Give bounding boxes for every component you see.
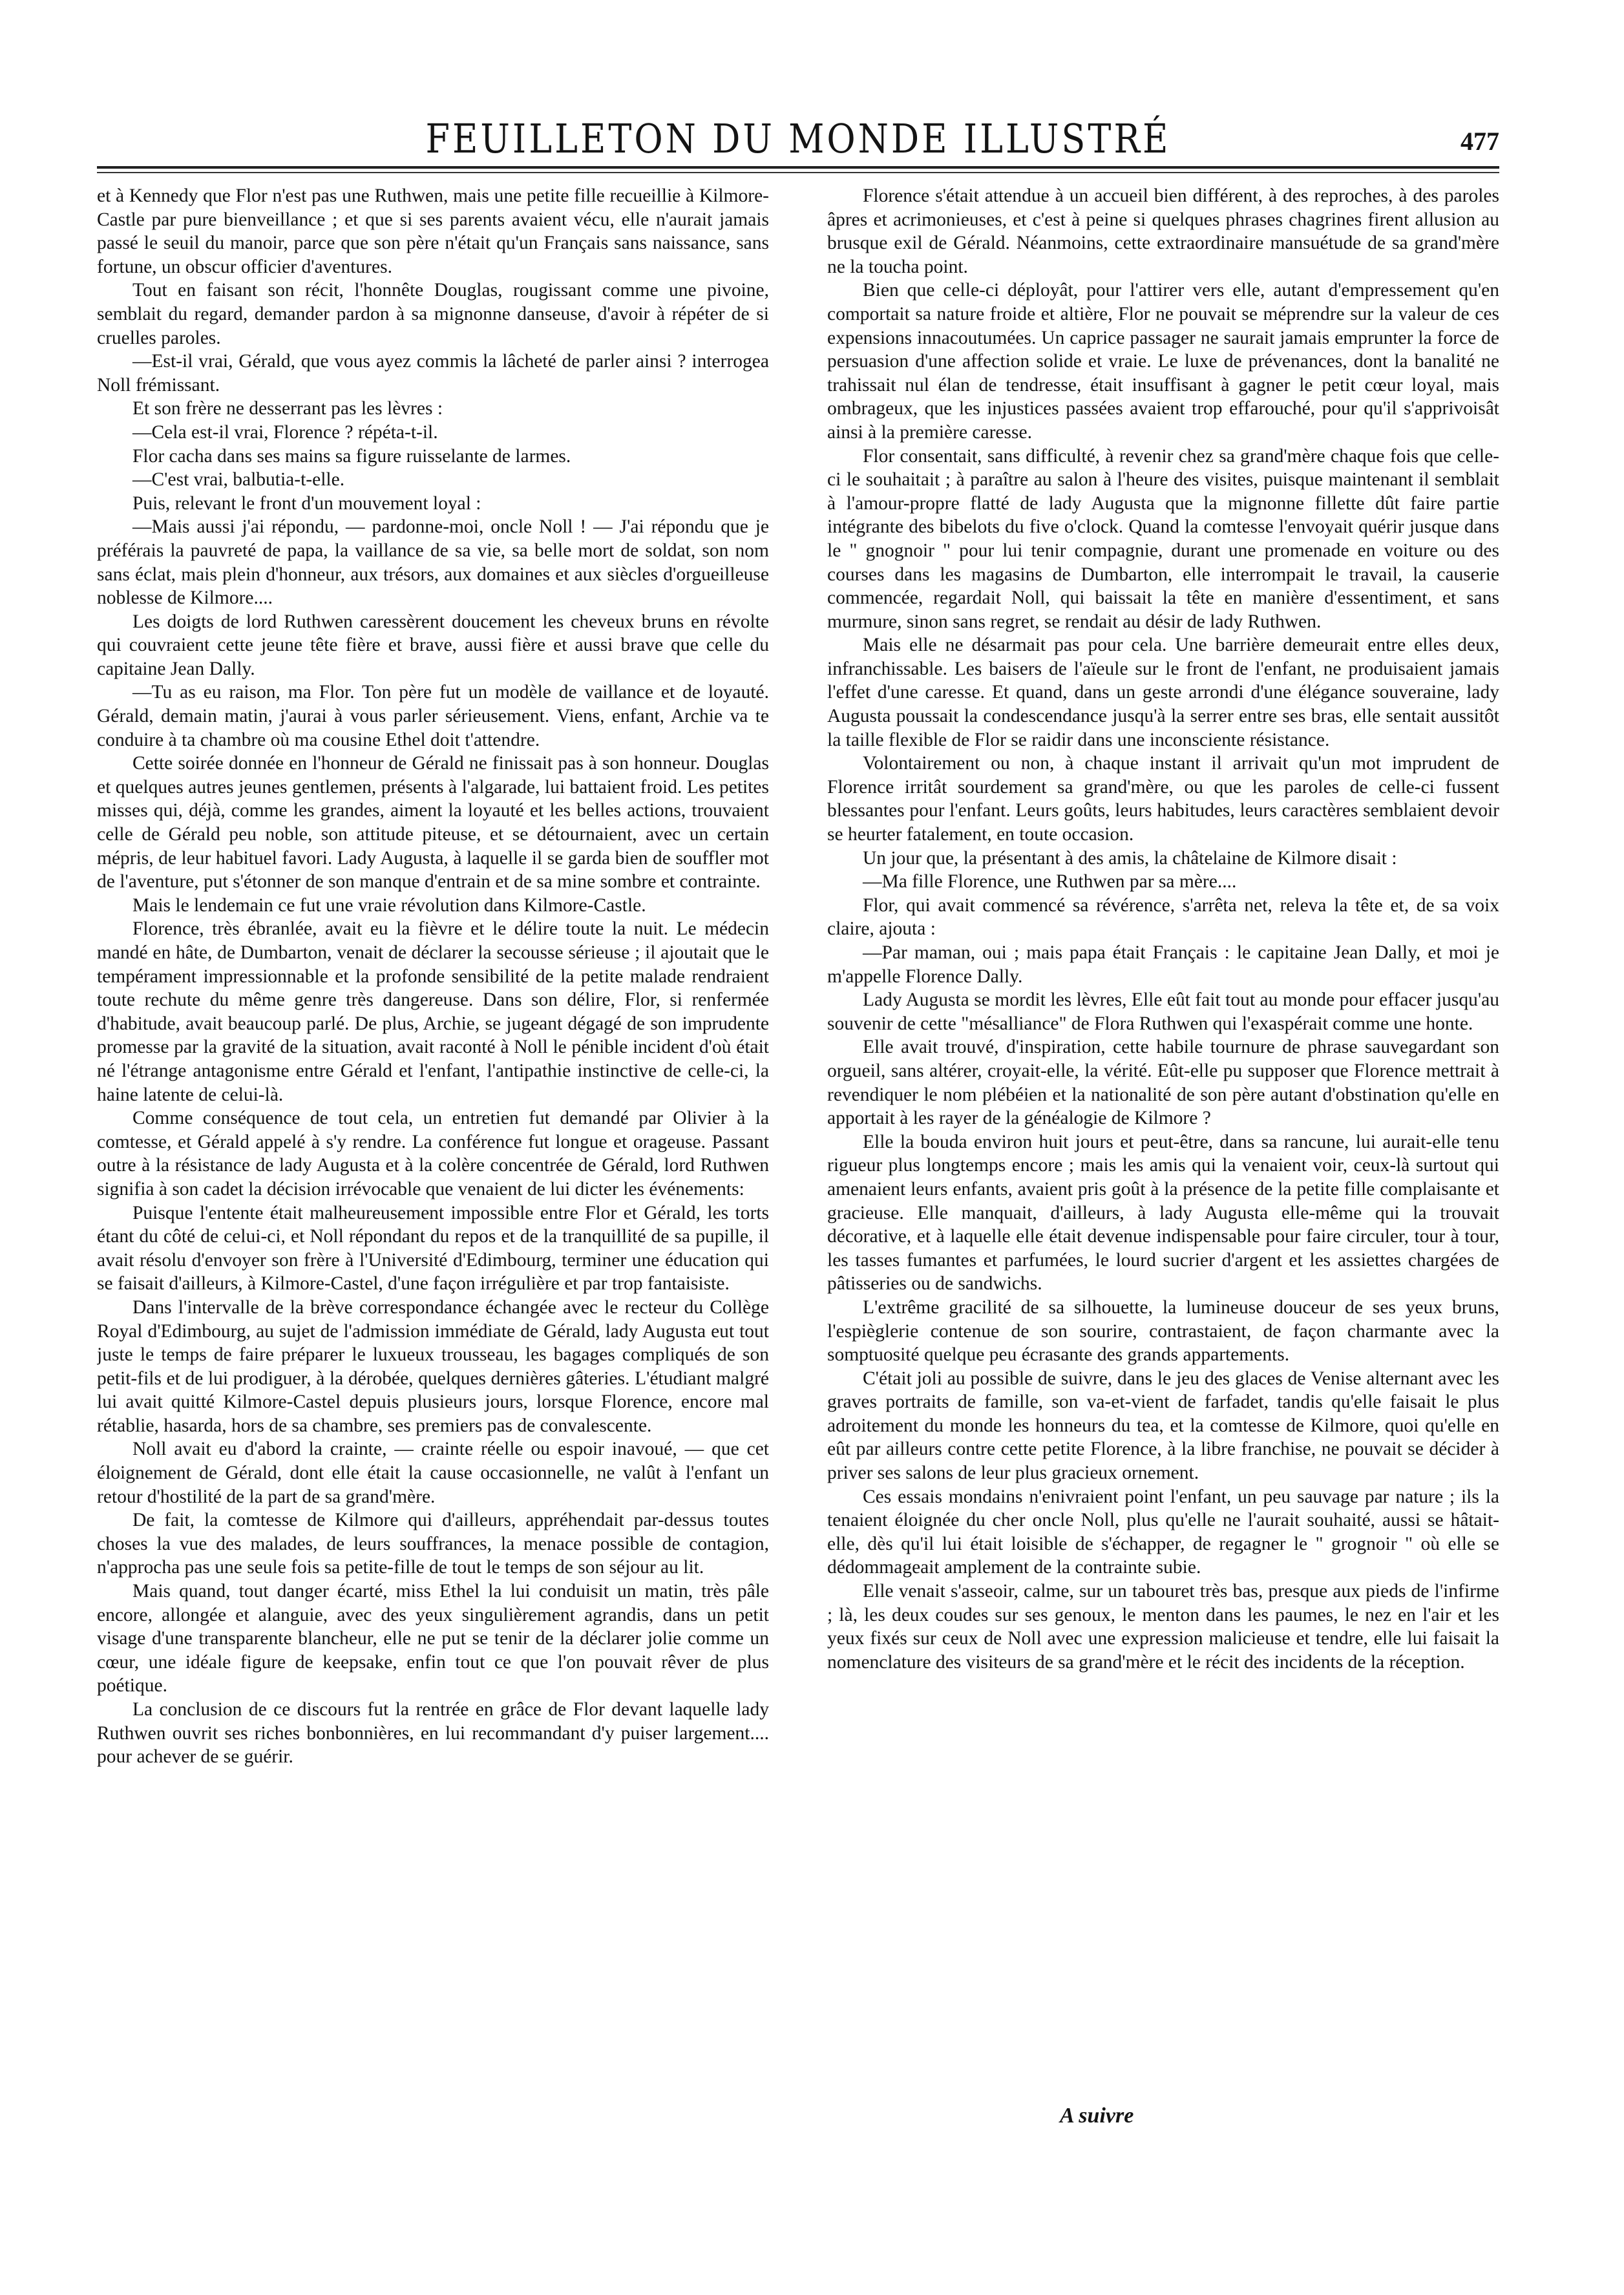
paragraph: Bien que celle-ci déployât, pour l'attirer vers elle, autant d'empressement qu'en comportait sa nature froide et altière, Flor ne pouvait se méprendre sur la valeur de ces expensions innacoutumées. Un caprice passager ne saurait jamais emprunter la force de persuasion d'une affection solide et vraie. Le luxe de prévenances, dont la banalité ne trahissait nul élan de tendresse, était insuffisant à gagner le petit cœur loyal, mais ombrageux, que les injustices passées avaient trop effarouché, pour qu'il s'apprivoisât ainsi à la première caresse. — [827, 280, 1499, 443]
paragraph: Volontairement ou non, à chaque instant il arrivait qu'un mot imprudent de Florence irritât sourdement sa grand'mère, ou que les paroles de celle-ci fussent blessantes pour l'enfant. Leurs goûts, leurs habitudes, leurs caractères semblaient devoir se heurter fatalement, en toute occasion. — [827, 753, 1499, 845]
header-rule-thin — [97, 172, 1499, 173]
paragraph: Florence s'était attendue à un accueil bien différent, à des reproches, à des paroles âpres et acrimonieuses, et c'est à peine si quelques phrases chagrines firent allusion au brusque exil de Gérald. Néanmoins, cette extraordinaire mansuétude de sa grand'mère ne la toucha point. — [827, 185, 1499, 277]
paragraph: Cette soirée donnée en l'honneur de Gérald ne finissait pas à son honneur. Douglas et quelques autres jeunes gentlemen, présents à l'algarade, lui battaient froid. Les petites misses qui, déjà, comme les grandes, aiment la loyauté et les belles actions, trouvaient celle de Gérald peu noble, son attitude piteuse, et se détournaient, avec un certain mépris, de leur habituel favori. Lady Augusta, à laquelle il se garda bien de souffler mot de l'aventure, put s'étonner de son manque d'entrain et de sa mine sombre et contrainte. — [97, 753, 769, 893]
paragraph: Puis, relevant le front d'un mouvement loyal : — [132, 492, 481, 514]
paragraph: La conclusion de ce discours fut la rentrée en grâce de Flor devant laquelle lady Ruthwen ouvrit ses riches bonbonnières, en lui recommandant d'y puiser largement.... pour achever de se guérir. — [97, 1699, 769, 1768]
paragraph: Flor cacha dans ses mains sa figure ruisselante de larmes. — [132, 445, 571, 467]
paragraph: —C'est vrai, balbutia-t-elle. — [132, 469, 345, 491]
paragraph: De fait, la comtesse de Kilmore qui d'ailleurs, appréhendait par-dessus toutes choses la vue des malades, de leurs souffrances, la menace possible de contagion, n'approcha pas une seule fois sa petite-fille de tout le temps de son séjour au lit. — [97, 1510, 769, 1578]
paragraph: Noll avait eu d'abord la crainte, — crainte réelle ou espoir inavoué, — que cet éloignement de Gérald, dont elle était la cause occasionnelle, ne valût à l'enfant un retour d'hostilité de la part de sa grand'mère. — [97, 1439, 769, 1507]
right-text-column — [827, 184, 1499, 2162]
paragraph: Florence, très ébranlée, avait eu la fièvre et le délire toute la nuit. Le médecin mandé en hâte, de Dumbarton, venait de déclarer la secousse sérieuse ; il ajoutait que le tempérament impressionnable et la profonde sensibilité de la petite malade rendraient toute rechute du même genre très dangereuse. Dans son délire, Flor, si renfermée d'habitude, avait beaucoup parlé. De plus, Archie, se jugeant dégagé de son imprudente promesse par la gravité de la situation, avait raconté à Noll le pénible incident d'où était né l'étrange antagonisme entre Gérald et l'enfant, l'antipathie instinctive de celle-ci, la haine latente de celui-là. — [97, 918, 769, 1105]
header-rule-thick — [97, 166, 1499, 169]
paragraph: L'extrême gracilité de sa silhouette, la lumineuse douceur de ses yeux bruns, l'espièglerie contenue de son sourire, contrastaient, de façon charmante avec la somptuosité quelque peu écrasante des grands appartements. — [827, 1296, 1499, 1366]
paragraph: Tout en faisant son récit, l'honnête Douglas, rougissant comme une pivoine, semblait du regard, demander pardon à sa mignonne danseuse, d'avoir à répéter de si cruelles paroles. — [97, 280, 769, 348]
paragraph: Un jour que, la présentant à des amis, la châtelaine de Kilmore disait : — [863, 847, 1397, 869]
paragraph: Et son frère ne desserrant pas les lèvres : — [132, 398, 443, 419]
paragraph: et à Kennedy que Flor n'est pas une Ruthwen, mais une petite fille recueillie à Kilmore-Castle par pure bienveillance ; et que si ses parents avaient vécu, elle n'aurait jamais passé le seuil du manoir, parce que son père n'était qu'un Français sans naissance, sans fortune, un obscur officier d'aventures. — [97, 185, 769, 277]
paragraph: —Mais aussi j'ai répondu, — pardonne-moi, oncle Noll ! — J'ai répondu que je préférais la pauvreté de papa, la vaillance de sa vie, sa belle mort de soldat, son nom sans éclat, mais plein d'honneur, aux trésors, aux domaines et aux siècles d'orgueilleuse noblesse de Kilmore.... — [97, 516, 769, 609]
paragraph: —Ma fille Florence, une Ruthwen par sa mère.... — [863, 871, 1237, 893]
page-header — [97, 113, 1499, 165]
continuation-note: A suivre — [1060, 2104, 1134, 2128]
paragraph: Ces essais mondains n'enivraient point l'enfant, un peu sauvage par nature ; ils la tenaient éloignée du cher oncle Noll, plus qu'elle ne l'aurait souhaité, aussi se hâtait-elle, dès qu'il lui était loisible de s'échapper, de regagner le " grognoir " où elle se dédommageait amplement de la contrainte subie. — [827, 1486, 1499, 1578]
paragraph: Dans l'intervalle de la brève correspondance échangée avec le recteur du Collège Royal d'Edimbourg, au sujet de l'admission immédiate de Gérald, lady Augusta eut tout juste le temps de faire préparer le luxueux trousseau, les bagages compliqués de son petit-fils et de lui prodiguer, à la dérobée, quelques dernières gâteries. L'étudiant malgré lui avait quitté Kilmore-Castel depuis plusieurs jours, lorsque Florence, encore mal rétablie, hasarda, hors de sa chambre, ses premiers pas de convalescente. — [97, 1296, 769, 1436]
paragraph: Mais le lendemain ce fut une vraie révolution dans Kilmore-Castle. — [132, 894, 646, 916]
paragraph: —Tu as eu raison, ma Flor. Ton père fut un modèle de vaillance et de loyauté. Gérald, demain matin, j'aurai à vous parler sérieusement. Viens, enfant, Archie va te conduire à ta chambre où ma cousine Ethel doit t'attendre. — [97, 682, 769, 750]
paragraph: Lady Augusta se mordit les lèvres, Elle eût fait tout au monde pour effacer jusqu'au souvenir de cette "mésalliance" de Flora Ruthwen qui l'exaspérait comme une honte. — [827, 989, 1499, 1034]
paragraph: Comme conséquence de tout cela, un entretien fut demandé par Olivier à la comtesse, et Gérald appelé à s'y rendre. La conférence fut longue et orageuse. Passant outre à la résistance de lady Augusta et à la colère concentrée de Gérald, lord Ruthwen signifia à son cadet la décision irrévocable que venaient de lui dicter les événements: — [97, 1108, 769, 1200]
paragraph: Mais quand, tout danger écarté, miss Ethel la lui conduisit un matin, très pâle encore, allongée et alanguie, avec des yeux singulièrement agrandis, dans un petit visage d'une transparente blancheur, elle ne put se tenir de la déclarer jolie comme un cœur, une idéale figure de keepsake, enfin tout ce que l'on pouvait rêver de plus poétique. — [97, 1581, 769, 1697]
paragraph: Elle la bouda environ huit jours et peut-être, dans sa rancune, lui aurait-elle tenu rigueur plus longtemps encore ; mais les amis qui la venaient voir, ceux-là surtout qui amenaient leurs enfants, avaient pris goût à la présence de la petite fille complaisante et gracieuse. Elle manquait, d'ailleurs, à lady Augusta elle-même qui la trouvait décorative, et à laquelle elle était devenue indispensable pour faire circuler, tour à tour, les tasses fumantes et parfumées, le lourd sucrier d'argent et les assiettes chargées de pâtisseries ou de sandwichs. — [827, 1131, 1499, 1295]
paragraph: Flor, qui avait commencé sa révérence, s'arrêta net, releva la tête et, de sa voix claire, ajouta : — [827, 894, 1499, 940]
paragraph: C'était joli au possible de suivre, dans le jeu des glaces de Venise alternant avec les graves portraits de famille, son va-et-vient de farfadet, tandis qu'elle faisait le plus adroitement du monde les honneurs du tea, et la comtesse de Kilmore, quoi qu'elle en eût par ailleurs contre cette petite Florence, à la libre franchise, ne pouvait se décider à priver ses salons de leur plus gracieux ornement. — [827, 1368, 1499, 1484]
paragraph: Mais elle ne désarmait pas pour cela. Une barrière demeurait entre elles deux, infranchissable. Les baisers de l'aïeule sur le front de l'enfant, ne produisaient jamais l'effet d'une caresse. Et quand, dans un geste arrondi d'une élégance souveraine, lady Augusta poussait la condescendance jusqu'à la serrer entre ses bras, elle sentait aussitôt la taille flexible de Flor se raidir dans une inconsciente résistance. — [827, 635, 1499, 750]
paragraph: Elle venait s'asseoir, calme, sur un tabouret très bas, presque aux pieds de l'infirme ; là, les deux coudes sur ses genoux, le menton dans les paumes, le nez en l'air et les yeux fixés sur ceux de Noll avec une expression malicieuse et tendre, elle lui faisait la nomenclature des visiteurs de sa grand'mère et le récit des incidents de la réception. — [827, 1581, 1499, 1673]
paragraph: Elle avait trouvé, d'inspiration, cette habile tournure de phrase sauvegardant son orgueil, sans altérer, croyait-elle, la vérité. Eût-elle pu supposer que Florence mettrait à revendiquer le nom plébéien et la nationalité de son père autant d'obstination qu'elle en apportait à les rayer de la généalogie de Kilmore ? — [827, 1037, 1499, 1129]
page-number: 477 — [1461, 127, 1499, 156]
paragraph: —Est-il vrai, Gérald, que vous ayez commis la lâcheté de parler ainsi ? interrogea Noll frémissant. — [97, 351, 769, 396]
paragraph: Les doigts de lord Ruthwen caressèrent doucement les cheveux bruns en révolte qui couvraient cette jeune tête fière et brave, aussi fière et aussi brave que celle du capitaine Jean Dally. — [97, 611, 769, 679]
left-text-column — [97, 184, 769, 2162]
paragraph: Flor consentait, sans difficulté, à revenir chez sa grand'mère chaque fois que celle-ci le souhaitait ; à paraître au salon à l'heure des visites, puisque maintenant il semblait à l'amour-propre flatté de lady Augusta que la mignonne fillette dût faire partie intégrante des bibelots du five o'clock. Quand la comtesse l'envoyait quérir jusque dans le " gnognoir " pour lui tenir compagnie, durant une promenade en voiture ou des courses dans les magasins de Dumbarton, elle interrompait le travail, la causerie commencée, regardait Noll, qui baissait la tête en manière d'essentiment, et sans murmure, sinon sans regret, se rendait au désir de lady Ruthwen. — [827, 445, 1499, 632]
paragraph: —Cela est-il vrai, Florence ? répéta-t-il. — [132, 421, 438, 443]
paragraph: —Par maman, oui ; mais papa était Français : le capitaine Jean Dally, et moi je m'appelle Florence Dally. — [827, 942, 1499, 987]
feuilleton-title: FEUILLETON DU MONDE ILLUSTRÉ — [425, 115, 1171, 162]
paragraph: Puisque l'entente était malheureusement impossible entre Flor et Gérald, les torts étant du côté de celui-ci, et Noll répondant du repos et de la tranquillité de sa pupille, il avait résolu d'envoyer son frère à l'Université d'Edimbourg, terminer une éducation qui se faisait d'ailleurs, à Kilmore-Castel, d'une façon irrégulière et par trop fantaisiste. — [97, 1202, 769, 1295]
